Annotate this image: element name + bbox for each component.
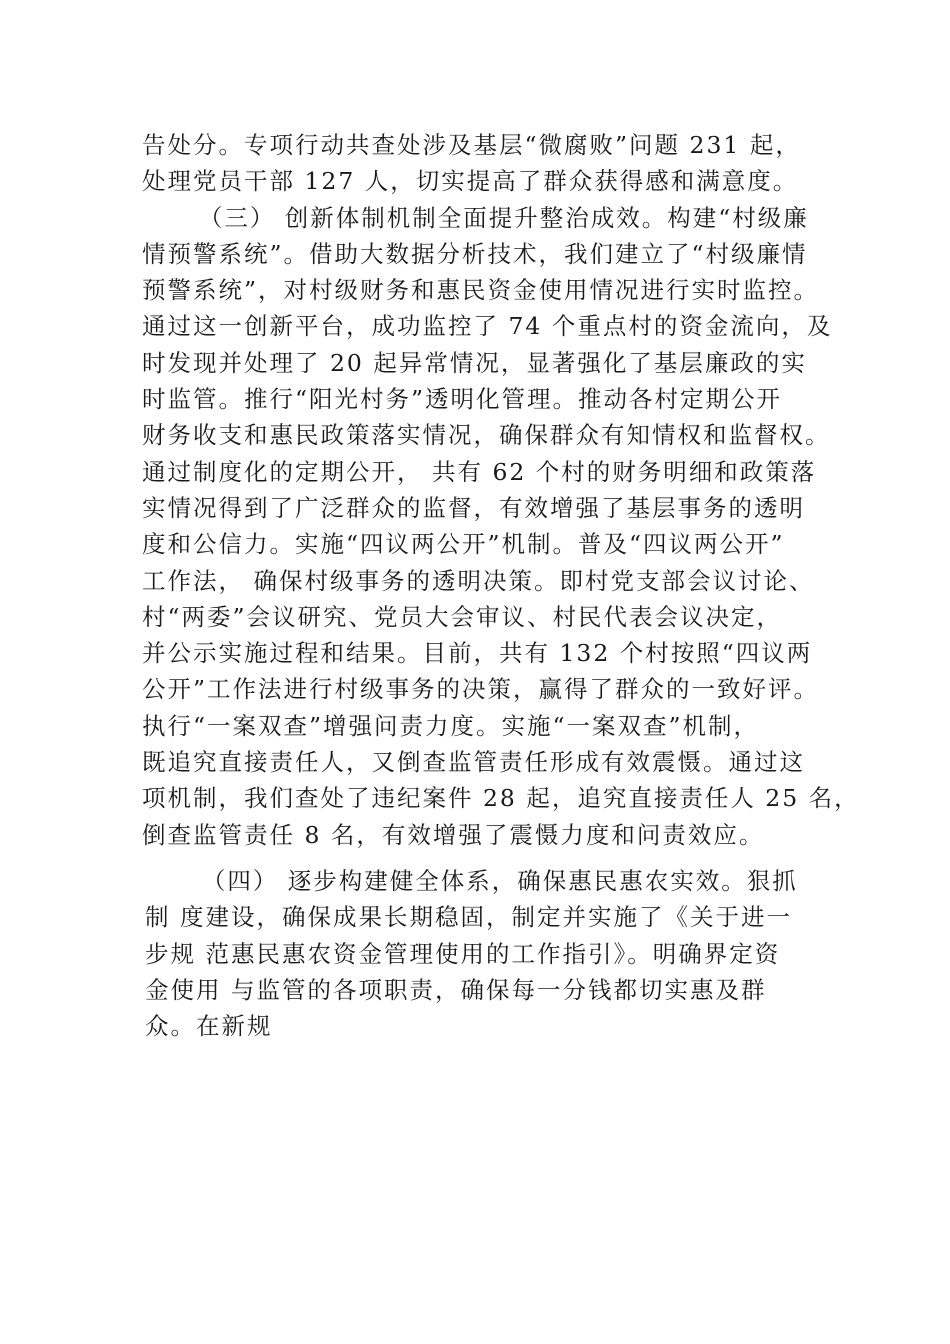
text-line: 告处分。专项行动共查处涉及基层“微腐败”问题 231 起， bbox=[142, 131, 801, 159]
paragraph-gap bbox=[142, 853, 832, 863]
text-line: （四） 逐步构建健全体系，确保惠民惠农实效。狠抓 bbox=[145, 866, 798, 895]
text-line: 倒查监管责任 8 名，有效增强了震慑力度和问责效应。 bbox=[142, 820, 765, 849]
text-line: 工作法， 确保村级事务的透明决策。即村党支部会议讨论、 bbox=[142, 566, 815, 595]
text-line: 金使用 与监管的各项职责，确保每一分钱都切实惠及群 bbox=[145, 975, 767, 1004]
text-line: 公开”工作法进行村级事务的决策，赢得了群众的一致好评。 bbox=[142, 675, 820, 704]
text-line: （三） 创新体制机制全面提升整治成效。构建“村级廉 bbox=[142, 203, 809, 232]
text-line: 时发现并处理了 20 起异常情况，显著强化了基层廉政的实 bbox=[142, 348, 807, 377]
text-line: 时监管。推行“阳光村务”透明化管理。推动各村定期公开 bbox=[142, 385, 783, 414]
text-line: 通过制度化的定期公开， 共有 62 个村的财务明细和政策落 bbox=[142, 457, 817, 486]
text-line: 财务收支和惠民政策落实情况，确保群众有知情权和监督权。 bbox=[142, 421, 831, 450]
text-line: 预警系统”，对村级财务和惠民资金使用情况进行实时监控。 bbox=[142, 276, 820, 305]
body-text bbox=[142, 127, 860, 1044]
text-line: 实情况得到了广泛群众的监督，有效增强了基层事务的透明 bbox=[142, 493, 805, 522]
text-line: 制 度建设，确保成果长期稳固，制定并实施了《关于进一 bbox=[145, 903, 792, 932]
text-line: 情预警系统”。借助大数据分析技术，我们建立了“村级廉情 bbox=[142, 239, 808, 268]
text-line: 处理党员干部 127 人，切实提高了群众获得感和满意度。 bbox=[142, 167, 799, 196]
text-line: 步规 范惠民惠农资金管理使用的工作指引》。明确界定资 bbox=[145, 939, 781, 968]
text-line: 项机制，我们查处了违纪案件 28 起，追究直接责任人 25 名， bbox=[142, 784, 860, 813]
text-line: 执行“一案双查”增强问责力度。实施“一案双查”机制， bbox=[142, 711, 760, 740]
text-line: 众。在新规 bbox=[145, 1012, 273, 1041]
text-line: 度和公信力。实施“四议两公开”机制。普及“四议两公开” bbox=[142, 530, 785, 559]
text-line: 并公示实施过程和结果。目前，共有 132 个村按照“四议两 bbox=[142, 639, 813, 668]
text-line: 既追究直接责任人，又倒查监管责任形成有效震慑。通过这 bbox=[142, 748, 805, 777]
text-line: 村“两委”会议研究、党员大会审议、村民代表会议决定， bbox=[142, 602, 783, 631]
text-line: 通过这一创新平台，成功监控了 74 个重点村的资金流向，及 bbox=[142, 312, 833, 341]
